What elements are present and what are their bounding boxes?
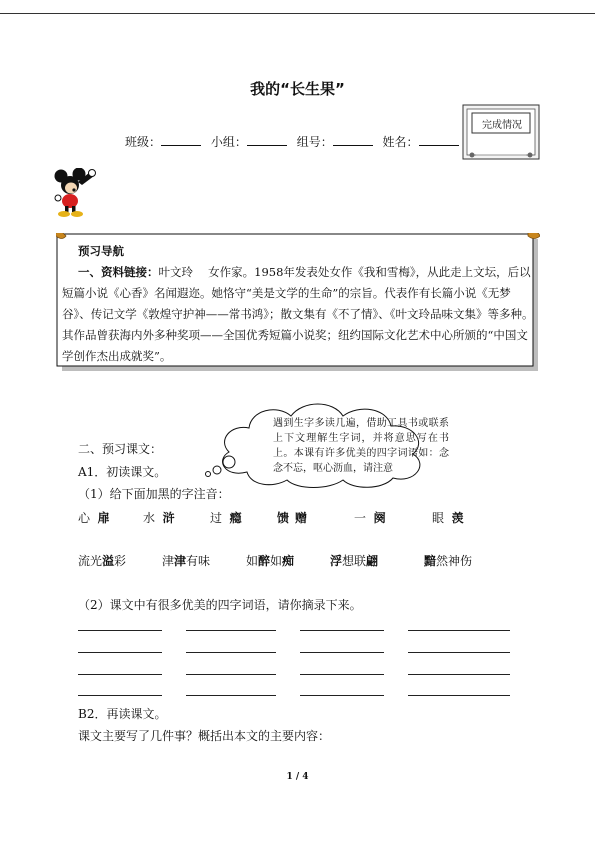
answer-line[interactable] [78, 630, 162, 631]
answer-line[interactable] [408, 652, 510, 653]
answer-line[interactable] [186, 695, 276, 696]
answer-line[interactable] [78, 674, 162, 675]
char-item: 眼 羡 [432, 511, 464, 525]
a1-label: A1．初读课文。 [78, 465, 167, 479]
char-item: 馈赠 [277, 511, 314, 525]
phrase-item: 流光溢彩 [78, 554, 127, 568]
class-blank [161, 134, 201, 146]
cloud-note: 遇到生字多读几遍，借助工具书或联系上下文理解生字词，并将意思写在书上。本课有许多优美的四字词语如：念念不忘，呕心沥血，请注意 [273, 418, 449, 474]
phrase-item: 如醉如痴 [246, 554, 295, 568]
name-label: 姓名： [382, 135, 419, 149]
answer-line[interactable] [78, 652, 162, 653]
mickey-mouse-icon [52, 168, 98, 218]
char-item: 一 阕 [354, 511, 386, 525]
top-rule [0, 13, 595, 14]
page-number: 1 / 4 [286, 772, 309, 782]
answer-line[interactable] [408, 674, 510, 675]
answer-line[interactable] [186, 630, 276, 631]
student-info-row [125, 133, 465, 150]
guide-para-rest: 叶文玲 女作家。1958年发表处女作《我和雪梅》，从此走上文坛，后以短篇小说《心香》名闻遐迩。她恪守“美是文学的生命”的宗旨。代表作有长篇小说《无梦谷》、传记文学《敦煌守护神——常书鸿》；散文集有《不了情》、《叶文玲品味文集》等多种。其作品曾获海内外多种奖项——全国优秀短篇小说奖；纽约国际文化艺术中心所颁的“中国文学创作杰出成就奖”。 [62, 265, 534, 363]
answer-line[interactable] [408, 630, 510, 631]
char-item: 心 扉 [78, 511, 110, 525]
group-label: 小组： [210, 135, 247, 149]
group-blank [247, 134, 287, 146]
q1-instruction: （1）给下面加黑的字注音： [78, 487, 230, 501]
phrase-item: 津津有味 [162, 554, 211, 568]
answer-line[interactable] [186, 674, 276, 675]
b2-label: B2．再读课文。 [78, 707, 167, 721]
name-blank [419, 134, 459, 146]
char-item: 过 瘾 [210, 511, 242, 525]
answer-line[interactable] [300, 674, 384, 675]
class-label: 班级： [125, 135, 162, 149]
preview-guide-box [56, 233, 540, 373]
answer-line[interactable] [408, 695, 510, 696]
section2-title: 二、预习课文： [78, 442, 163, 456]
phrase-item: 黯然神伤 [424, 554, 473, 568]
guide-paragraph [62, 262, 538, 367]
char-item: 水 浒 [143, 511, 175, 525]
answer-line[interactable] [300, 630, 384, 631]
group-no-label: 组号： [296, 135, 333, 149]
answer-line[interactable] [78, 695, 162, 696]
stamp-label: 完成情况 [482, 120, 522, 131]
guide-para-lead: 一、资料链接： [78, 265, 159, 279]
stamp-frame-icon [462, 104, 540, 160]
page-title: 我的“长生果” [250, 80, 345, 98]
guide-heading: 预习导航 [78, 244, 124, 258]
group-no-blank [333, 134, 373, 146]
completion-stamp [462, 104, 540, 160]
answer-line[interactable] [300, 652, 384, 653]
phrase-item: 浮想联翩 [330, 554, 379, 568]
answer-line[interactable] [300, 695, 384, 696]
q2-instruction: （2）课文中有很多优美的四字词语，请你摘录下来。 [78, 598, 362, 612]
answer-line[interactable] [186, 652, 276, 653]
q3-instruction: 课文主要写了几件事？概括出本文的主要内容： [78, 729, 331, 743]
